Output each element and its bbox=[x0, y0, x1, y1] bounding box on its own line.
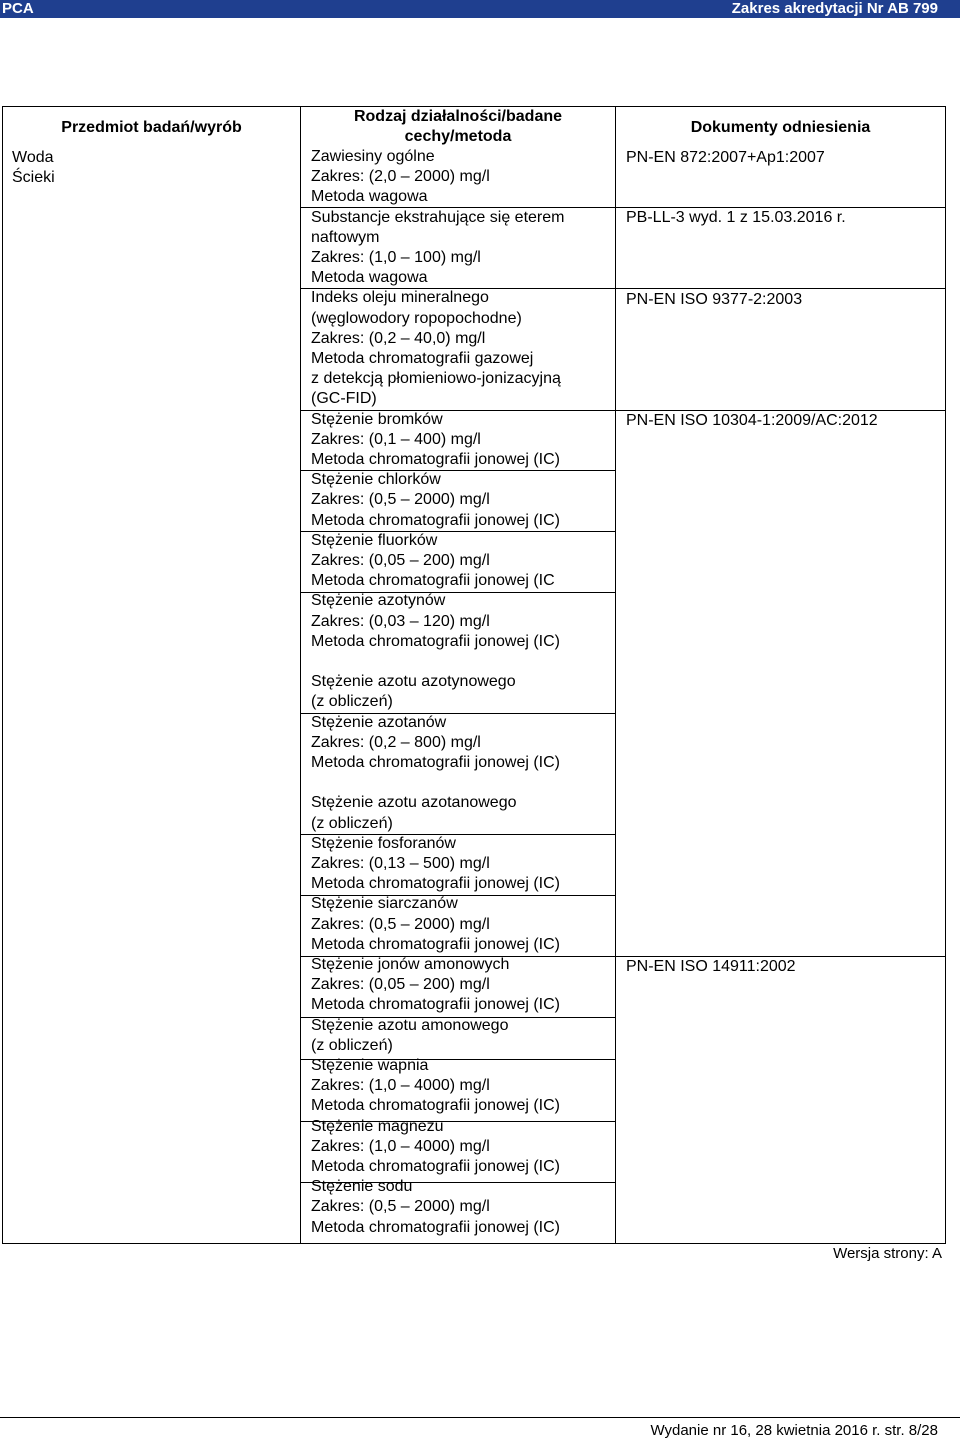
activity-line: Metoda chromatografii jonowej (IC) bbox=[311, 754, 560, 771]
activity-line: Zakres: (0,5 ‒ 2000) mg/l bbox=[311, 915, 490, 933]
activity-line: Metoda chromatografii jonowej (IC) bbox=[311, 511, 560, 529]
activity-line: Zakres: (0,5 ‒ 2000) mg/l bbox=[311, 491, 490, 509]
activity-line: Zakres: (0,03 ‒ 120) mg/l bbox=[311, 612, 490, 630]
document-ref: PN-EN ISO 14911:2002 bbox=[626, 958, 796, 975]
activity-line: Zakres: (0,1 ‒ 400) mg/l bbox=[311, 430, 481, 448]
activity-line: Stężenie azotu azotanowego bbox=[311, 794, 517, 812]
activity-line: (GC-FID) bbox=[311, 390, 377, 408]
header-documents: Dokumenty odniesienia bbox=[690, 119, 871, 136]
activity-line: Zawiesiny ogólne bbox=[311, 148, 435, 165]
table-border-bottom bbox=[2, 1243, 946, 1244]
page-version: Wersja strony: A bbox=[833, 1245, 942, 1262]
doc-sep bbox=[616, 288, 946, 289]
header-left: PCA bbox=[2, 0, 34, 17]
activity-line: Zakres: (0,13 ‒ 500) mg/l bbox=[311, 855, 490, 872]
activity-line: Stężenie chlorków bbox=[311, 471, 441, 489]
activity-line: Zakres: (0,2 ‒ 800) mg/l bbox=[311, 733, 481, 751]
table-border-left bbox=[2, 106, 3, 1244]
activity-line: Stężenie fluorków bbox=[311, 531, 438, 549]
header-subject: Przedmiot badań/wyrób bbox=[61, 119, 242, 136]
activity-line: Zakres: (0,05 ‒ 200) mg/l bbox=[311, 552, 490, 569]
activity-line: Stężenie azotu azotynowego bbox=[311, 673, 516, 691]
table-divider-2 bbox=[615, 106, 616, 1244]
table-divider-1 bbox=[300, 106, 301, 1244]
activity-line: Stężenie wapnia bbox=[311, 1057, 429, 1074]
document-ref: PN-EN ISO 10304-1:2009/AC:2012 bbox=[626, 412, 878, 429]
activity-line: Zakres: (1,0 ‒ 4000) mg/l bbox=[311, 1077, 490, 1095]
page-footer: Wydanie nr 16, 28 kwietnia 2016 r. str. 8/28 bbox=[650, 1422, 938, 1439]
subject-item: Ścieki bbox=[12, 169, 55, 186]
activity-line: Metoda chromatografii jonowej (IC bbox=[311, 572, 555, 590]
activity-line: (z obliczeń) bbox=[311, 814, 393, 832]
activity-line: Metoda chromatografii jonowej (IC) bbox=[311, 451, 560, 468]
activity-line: Stężenie fosforanów bbox=[311, 834, 456, 852]
document-ref: PN-EN ISO 9377-2:2003 bbox=[626, 291, 803, 308]
document-ref: PB-LL-3 wyd. 1 z 15.03.2016 r. bbox=[626, 209, 846, 226]
activity-line: (z obliczeń) bbox=[311, 693, 393, 711]
activity-line: Metoda chromatografii gazowej bbox=[311, 350, 534, 367]
activity-line: Indeks oleju mineralnego bbox=[311, 289, 489, 307]
activity-line: Metoda wagowa bbox=[311, 269, 428, 287]
activity-line: Stężenie jonów amonowych bbox=[311, 956, 510, 973]
activity-line: Zakres: (1,0 ‒ 4000) mg/l bbox=[311, 1137, 490, 1155]
activity-line: Stężenie sodu bbox=[311, 1178, 413, 1196]
activity-line: Stężenie siarczanów bbox=[311, 895, 458, 913]
activity-line: Substancje ekstrahujące się eterem bbox=[311, 208, 565, 226]
activity-line: Zakres: (1,0 – 100) mg/l bbox=[311, 249, 481, 266]
activity-line: z detekcją płomieniowo-jonizacyjną bbox=[311, 370, 561, 388]
activity-line: Stężenie azotanów bbox=[311, 713, 447, 731]
activity-line: Metoda chromatografii jonowej (IC) bbox=[311, 875, 560, 893]
activity-line: Metoda chromatografii jonowej (IC) bbox=[311, 1158, 560, 1175]
page-header bbox=[0, 0, 960, 18]
activity-line: Metoda chromatografii jonowej (IC) bbox=[311, 996, 560, 1014]
activity-line: Zakres: (0,05 ‒ 200) mg/l bbox=[311, 976, 490, 994]
activity-line: Metoda wagowa bbox=[311, 188, 428, 206]
activity-line: Stężenie azotu amonowego bbox=[311, 1016, 509, 1034]
document-ref: PN-EN 872:2007+Ap1:2007 bbox=[626, 149, 825, 166]
activity-line: Stężenie magnezu bbox=[311, 1117, 444, 1135]
activity-line: naftowym bbox=[311, 228, 380, 246]
subject-item: Woda bbox=[12, 149, 54, 166]
activity-line: Metoda chromatografii jonowej (IC) bbox=[311, 935, 560, 953]
header-activity-line-1: Rodzaj działalności/badane bbox=[353, 108, 563, 125]
activity-line: Zakres: (2,0 – 2000) mg/l bbox=[311, 168, 490, 186]
activity-line: Zakres: (0,2 ‒ 40,0) mg/l bbox=[311, 329, 486, 347]
activity-line: Metoda chromatografii jonowej (IC) bbox=[311, 1218, 560, 1236]
activity-line: (węglowodory ropopochodne) bbox=[311, 309, 522, 327]
header-right: Zakres akredytacji Nr AB 799 bbox=[731, 0, 938, 17]
footer-rule bbox=[0, 1417, 960, 1418]
activity-line: Stężenie azotynów bbox=[311, 592, 446, 610]
header-activity-line-2: cechy/metoda bbox=[404, 128, 512, 145]
activity-line: Stężenie bromków bbox=[311, 410, 443, 428]
activity-line: Zakres: (0,5 ‒ 2000) mg/l bbox=[311, 1198, 490, 1216]
activity-line: Metoda chromatografii jonowej (IC) bbox=[311, 632, 560, 650]
table-border-right bbox=[945, 106, 946, 1244]
activity-line: (z obliczeń) bbox=[311, 1036, 393, 1054]
activity-line: Metoda chromatografii jonowej (IC) bbox=[311, 1097, 560, 1115]
